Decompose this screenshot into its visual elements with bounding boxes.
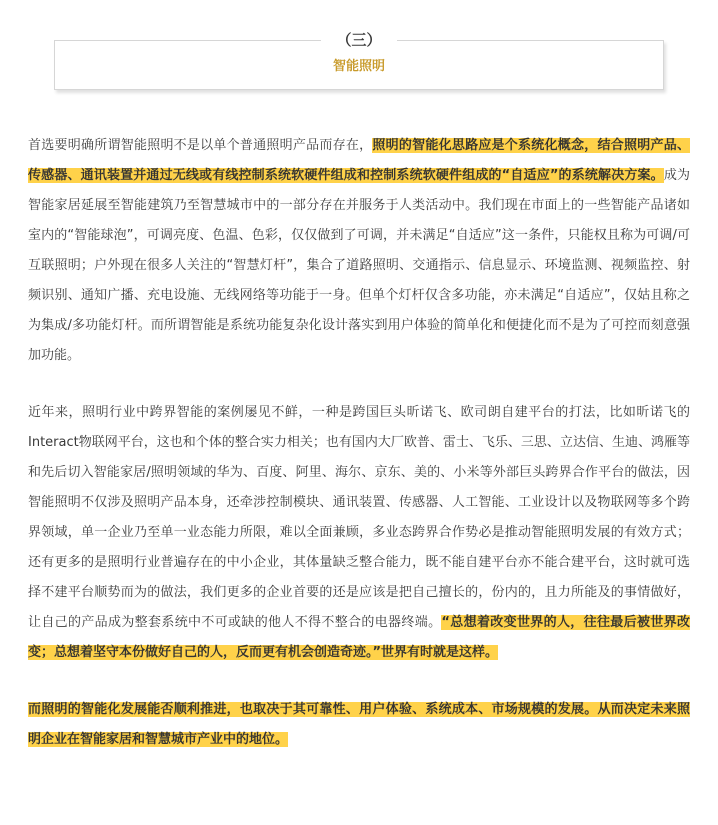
highlighted-text: 而照明的智能化发展能否顺利推进，也取决于其可靠性、用户体验、系统成本、市场规模的发展。从而决定未来照明企业在智能家居和智慧城市产业中的地位。	[28, 702, 690, 747]
paragraph-text: 近年来，照明行业中跨界智能的案例屡见不鲜，一种是跨国巨头昕诺飞、欧司朗自建平台的打法，比如昕诺飞的Interact物联网平台，这也和个体的整合实力相关；也有国内大厂欧普、雷士、飞乐、三思、立达信、生迪、鸿雁等和先后切入智能家居/照明领域的华为、百度、阿里、海尔、京东、美的、小米等外部巨头跨界合作平台的做法，因智能照明不仅涉及照明产品本身，还牵涉控制模块、通讯装置、传感器、人工智能、工业设计以及物联网等多个跨界领域，单一企业乃至单一业态能力所限，难以全面兼顾，多业态跨界合作势必是推动智能照明发展的有效方式；还有更多的是照明行业普遍存在的中小企业，其体量缺乏整合能力，既不能自建平台亦不能合建平台，这时就可选择不建平台顺势而为的做法，我们更多的企业首要的还是应该是把自己擅长的，份内的，且力所能及的事情做好，让自己的产品成为整套系统中不可或缺的他人不得不整合的电器终端。	[28, 405, 690, 630]
highlighted-text: 照明的智能化思路应是个系统化概念，结合照明产品、传感器、通讯装置并通过无线或有线控制系统软硬件组成和控制系统软硬件组成的“自适应”的系统解决方案。	[28, 138, 690, 183]
paragraph-3	[28, 695, 690, 755]
section-number: （三）	[321, 29, 397, 51]
section-header	[54, 31, 664, 90]
paragraph-2	[28, 398, 690, 668]
highlighted-text: “总想着改变世界的人，往往最后被世界改变；总想着坚守本份做好自己的人，反而更有机会创造奇迹。”世界有时就是这样。	[28, 615, 690, 660]
paragraph-text: 成为智能家居延展至智能建筑乃至智慧城市中的一部分存在并服务于人类活动中。我们现在市面上的一些智能产品诸如室内的“智能球泡”，可调亮度、色温、色彩，仅仅做到了可调，并未满足“自适应”这一条件，只能权且称为可调/可互联照明；户外现在很多人关注的“智慧灯杆”，集合了道路照明、交通指示、信息显示、环境监测、视频监控、射频识别、通知广播、充电设施、无线网络等功能于一身。但单个灯杆仅含多功能，亦未满足“自适应”，仅姑且称之为集成/多功能灯杆。而所谓智能是系统功能复杂化设计落实到用户体验的简单化和便捷化而不是为了可控而刻意强加功能。	[28, 168, 690, 363]
paragraph-text: 首选要明确所谓智能照明不是以单个普通照明产品而存在，	[28, 138, 373, 153]
article-body	[28, 131, 690, 782]
paragraph-1	[28, 131, 690, 371]
section-title: 智能照明	[332, 59, 385, 74]
